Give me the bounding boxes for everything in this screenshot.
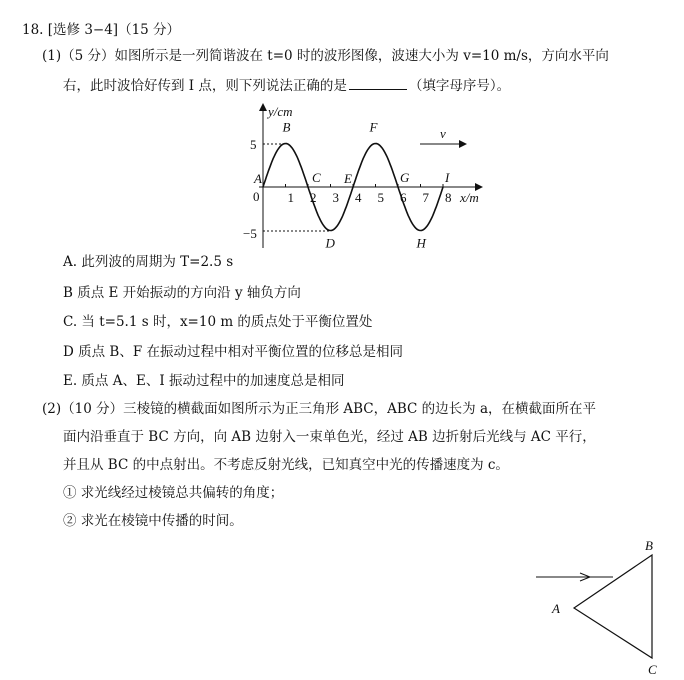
x-tick-label: 6 [400,190,407,205]
x-tick-label: 1 [287,190,294,205]
x-tick-label: 4 [355,190,362,205]
vertex-a: A [552,601,560,616]
option-a[interactable]: A. 此列波的周期为 T=2.5 s [63,254,234,270]
option-c[interactable]: C. 当 t=5.1 s 时，x=10 m 的质点处于平衡位置处 [63,314,373,330]
y-axis-label: y/cm [268,104,293,119]
part1-line2 [63,75,510,95]
velocity-label: v [440,126,446,141]
part2-q1: ① 求光线经过棱镜总共偏转的角度； [63,485,284,501]
x-tick-label: 2 [310,190,317,205]
origin-label: 0 [253,189,260,204]
answer-blank[interactable] [349,75,407,90]
x-tick-label: 8 [445,190,452,205]
wave-point-f: F [369,119,378,135]
wave-point-i: I [445,170,450,185]
vertex-b: B [645,538,653,553]
wave-point-h: H [416,235,426,251]
ray-arrowhead [580,573,590,581]
wave-point-a: A [254,171,262,186]
wave-point-c: C [312,170,321,185]
x-ticks [286,184,452,205]
part2-q2: ② 求光在棱镜中传播的时间。 [63,513,243,529]
prism-triangle [574,555,652,658]
vertex-c: C [648,662,657,677]
x-axis-label: x/m [460,190,479,205]
part2-line2: 面内沿垂直于 BC 方向，向 AB 边射入一束单色光，经过 AB 边折射后光线与 AC 平行， [63,429,596,445]
part2-line3: 并且从 BC 的中点射出。不考虑反射光线，已知真空中光的传播速度为 c。 [63,457,509,473]
wave-curve [263,144,443,231]
question-header: 18. [选修 3−4]（15 分） [22,22,181,38]
option-d[interactable]: D 质点 B、F 在振动过程中相对平衡位置的位移总是相同 [63,344,403,360]
x-tick-label: 7 [422,190,429,205]
option-b[interactable]: B 质点 E 开始振动的方向沿 y 轴负方向 [63,285,301,301]
part1-line2-text: 右，此时波恰好传到 I 点，则下列说法正确的是 [63,78,347,94]
wave-point-g: G [400,170,410,185]
part1-line1: (1)（5 分）如图所示是一列简谐波在 t=0 时的波形图像，波速大小为 v=10 m/s，方向水平向 [42,48,609,64]
x-tick-label: 3 [332,190,339,205]
wave-point-b: B [282,119,291,135]
x-tick-label: 5 [377,190,384,205]
option-e[interactable]: E. 质点 A、E、I 振动过程中的加速度总是相同 [63,373,345,389]
wave-points [253,120,450,251]
part2-line1: (2)（10 分）三棱镜的横截面如图所示为正三角形 ABC，ABC 的边长为 a，在横截面所在平 [42,401,597,417]
y-tick-5: 5 [250,137,257,152]
wave-point-e: E [344,171,352,186]
wave-point-d: D [325,235,335,251]
part1-line2-tail: （填字母序号）。 [408,78,511,94]
y-tick-neg5: −5 [243,226,257,241]
